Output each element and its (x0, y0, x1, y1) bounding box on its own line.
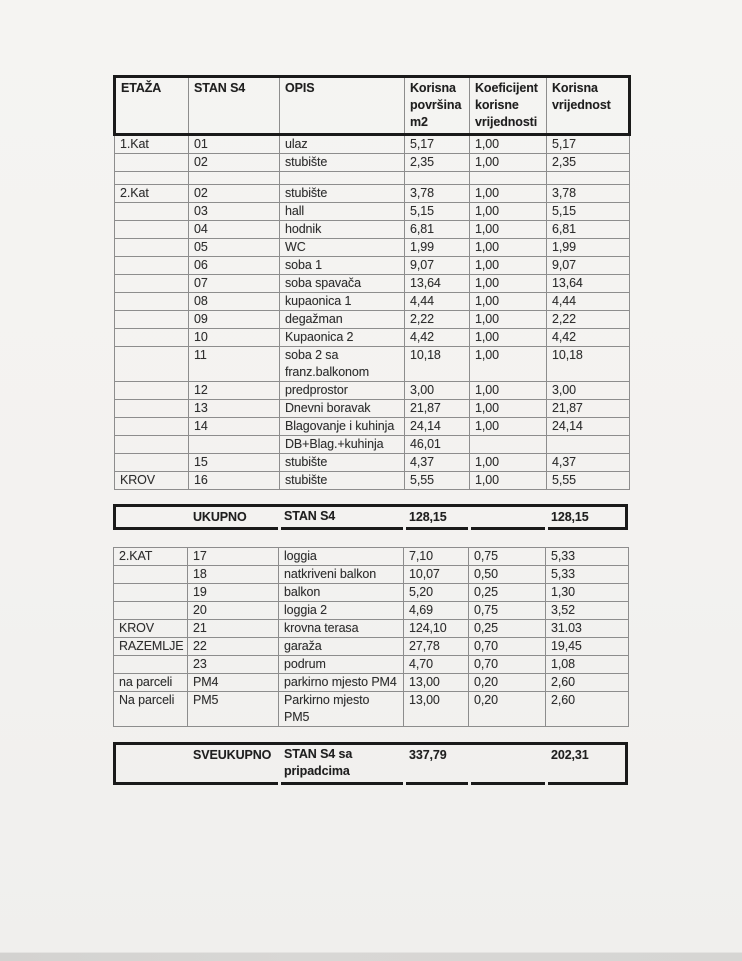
cell-etaza (115, 221, 189, 239)
cell-povrsina: 24,14 (405, 418, 470, 436)
cell-stan: 13 (189, 400, 280, 418)
cell-koeficijent: 1,00 (470, 311, 547, 329)
cell-vrijednost: 24,14 (547, 418, 630, 436)
cell-opis: degažman (280, 311, 405, 329)
border-notch (468, 782, 471, 785)
cell-koeficijent: 1,00 (470, 454, 547, 472)
cell-vrijednost: 5,33 (546, 548, 629, 566)
cell-opis: Kupaonica 2 (280, 329, 405, 347)
table-row (115, 293, 630, 311)
cell-stan: 07 (189, 275, 280, 293)
cell-vrijednost: 4,42 (547, 329, 630, 347)
cell-stan (189, 436, 280, 454)
border-notch (403, 527, 406, 530)
cell-stan: 06 (189, 257, 280, 275)
cell-vrijednost: 5,15 (547, 203, 630, 221)
surface-table-1 (113, 75, 631, 490)
table-row (115, 203, 630, 221)
cell-koeficijent (470, 172, 547, 185)
cell-vrijednost: 5,55 (547, 472, 630, 490)
cell-opis: loggia (279, 548, 404, 566)
table-row (115, 418, 630, 436)
cell-opis: hodnik (280, 221, 405, 239)
cell-povrsina: 2,22 (405, 311, 470, 329)
col-header-stan: STAN S4 (189, 77, 280, 135)
col-header-etaza: ETAŽA (115, 77, 189, 135)
cell-opis: Dnevni boravak (280, 400, 405, 418)
ukupno-label: UKUPNO (193, 510, 247, 524)
cell-povrsina: 2,35 (405, 154, 470, 172)
table-row (115, 221, 630, 239)
sveukupno-povrsina-value: 337,79 (409, 748, 447, 762)
cell-vrijednost: 2,60 (546, 674, 629, 692)
cell-opis: krovna terasa (279, 620, 404, 638)
table-row (114, 602, 629, 620)
cell-stan: 23 (188, 656, 279, 674)
cell-etaza: 2.KAT (114, 548, 188, 566)
border-notch (278, 782, 281, 785)
cell-etaza: na parceli (114, 674, 188, 692)
cell-vrijednost: 3,52 (546, 602, 629, 620)
cell-etaza (115, 239, 189, 257)
cell-koeficijent: 0,50 (469, 566, 546, 584)
cell-opis: DB+Blag.+kuhinja (280, 436, 405, 454)
cell-stan: 22 (188, 638, 279, 656)
cell-opis: hall (280, 203, 405, 221)
cell-etaza (115, 154, 189, 172)
cell-povrsina: 4,69 (404, 602, 469, 620)
table-row (114, 638, 629, 656)
table1-body (115, 135, 630, 490)
border-notch (468, 527, 471, 530)
cell-vrijednost: 10,18 (547, 347, 630, 382)
table-row (114, 692, 629, 727)
cell-etaza (115, 293, 189, 311)
cell-stan: 09 (189, 311, 280, 329)
cell-stan: 11 (189, 347, 280, 382)
cell-povrsina (405, 172, 470, 185)
cell-stan: 14 (189, 418, 280, 436)
cell-vrijednost: 13,64 (547, 275, 630, 293)
table-row (115, 154, 630, 172)
table-row (115, 275, 630, 293)
cell-opis: loggia 2 (279, 602, 404, 620)
cell-etaza (115, 382, 189, 400)
cell-opis: soba 2 sa franz.balkonom (280, 347, 405, 382)
table-row (115, 347, 630, 382)
table-row (115, 329, 630, 347)
cell-vrijednost: 3,78 (547, 185, 630, 203)
cell-koeficijent: 0,20 (469, 692, 546, 727)
cell-vrijednost: 4,44 (547, 293, 630, 311)
spacer-row (115, 172, 630, 185)
cell-vrijednost: 9,07 (547, 257, 630, 275)
table-row (115, 239, 630, 257)
cell-opis: stubište (280, 154, 405, 172)
cell-koeficijent: 1,00 (470, 329, 547, 347)
cell-opis: balkon (279, 584, 404, 602)
cell-koeficijent: 1,00 (470, 347, 547, 382)
cell-vrijednost: 1,08 (546, 656, 629, 674)
cell-povrsina: 4,37 (405, 454, 470, 472)
border-notch (278, 527, 281, 530)
ukupno-povrsina-value: 128,15 (409, 510, 447, 524)
cell-etaza: 2.Kat (115, 185, 189, 203)
cell-povrsina: 46,01 (405, 436, 470, 454)
cell-stan: 03 (189, 203, 280, 221)
table-row (114, 674, 629, 692)
table-row (115, 185, 630, 203)
cell-opis (280, 172, 405, 185)
table-row (114, 584, 629, 602)
cell-etaza (115, 418, 189, 436)
cell-vrijednost: 19,45 (546, 638, 629, 656)
cell-vrijednost: 3,00 (547, 382, 630, 400)
table-row (115, 454, 630, 472)
cell-povrsina: 27,78 (404, 638, 469, 656)
cell-koeficijent: 0,25 (469, 620, 546, 638)
col-header-opis: OPIS (280, 77, 405, 135)
cell-povrsina: 10,18 (405, 347, 470, 382)
cell-povrsina: 4,44 (405, 293, 470, 311)
cell-opis: stubište (280, 472, 405, 490)
cell-koeficijent: 0,70 (469, 656, 546, 674)
cell-stan: 16 (189, 472, 280, 490)
cell-opis: Parkirno mjesto PM5 (279, 692, 404, 727)
cell-stan: PM5 (188, 692, 279, 727)
cell-stan: 18 (188, 566, 279, 584)
cell-koeficijent: 1,00 (470, 154, 547, 172)
cell-vrijednost (547, 436, 630, 454)
cell-koeficijent: 0,70 (469, 638, 546, 656)
cell-etaza (115, 311, 189, 329)
cell-povrsina: 3,00 (405, 382, 470, 400)
cell-vrijednost: 2,22 (547, 311, 630, 329)
cell-koeficijent: 1,00 (470, 135, 547, 154)
ukupno-subject: STAN S4 (284, 509, 336, 523)
cell-povrsina: 10,07 (404, 566, 469, 584)
col-header-korisna-povrsina: Korisna površina m2 (405, 77, 470, 135)
table-row (114, 548, 629, 566)
cell-povrsina: 5,17 (405, 135, 470, 154)
cell-etaza (115, 329, 189, 347)
etazni-elaborat-document (113, 75, 628, 785)
cell-povrsina: 5,15 (405, 203, 470, 221)
table-header (115, 77, 630, 135)
table-row (115, 472, 630, 490)
cell-koeficijent: 1,00 (470, 293, 547, 311)
cell-vrijednost: 6,81 (547, 221, 630, 239)
cell-etaza (114, 656, 188, 674)
cell-opis: kupaonica 1 (280, 293, 405, 311)
cell-opis: soba 1 (280, 257, 405, 275)
cell-stan (189, 172, 280, 185)
cell-stan: 02 (189, 185, 280, 203)
cell-opis: predprostor (280, 382, 405, 400)
cell-vrijednost: 5,17 (547, 135, 630, 154)
cell-stan: 05 (189, 239, 280, 257)
cell-povrsina: 5,55 (405, 472, 470, 490)
sveukupno-label: SVEUKUPNO (193, 748, 272, 762)
cell-etaza (115, 347, 189, 382)
col-header-korisna-vrijednost: Korisna vrijednost (547, 77, 630, 135)
cell-koeficijent: 0,25 (469, 584, 546, 602)
cell-povrsina: 1,99 (405, 239, 470, 257)
cell-povrsina: 9,07 (405, 257, 470, 275)
cell-povrsina: 21,87 (405, 400, 470, 418)
cell-etaza (115, 257, 189, 275)
sveukupno-subject: STAN S4 sa pripadcima (284, 747, 353, 778)
surface-table-2 (113, 547, 629, 727)
cell-vrijednost (547, 172, 630, 185)
cell-etaza (115, 275, 189, 293)
border-notch (545, 782, 548, 785)
cell-opis: podrum (279, 656, 404, 674)
cell-etaza (115, 400, 189, 418)
cell-etaza: 1.Kat (115, 135, 189, 154)
cell-koeficijent: 1,00 (470, 472, 547, 490)
table-row (114, 620, 629, 638)
cell-koeficijent: 1,00 (470, 275, 547, 293)
cell-etaza: Na parceli (114, 692, 188, 727)
cell-povrsina: 13,00 (404, 692, 469, 727)
cell-povrsina: 13,00 (404, 674, 469, 692)
cell-stan: 04 (189, 221, 280, 239)
cell-koeficijent (470, 436, 547, 454)
cell-stan: 10 (189, 329, 280, 347)
cell-vrijednost: 2,35 (547, 154, 630, 172)
cell-opis: Blagovanje i kuhinja (280, 418, 405, 436)
cell-koeficijent: 1,00 (470, 221, 547, 239)
sveukupno-vrijednost-value: 202,31 (551, 748, 589, 762)
cell-etaza (115, 436, 189, 454)
cell-povrsina: 5,20 (404, 584, 469, 602)
cell-povrsina: 3,78 (405, 185, 470, 203)
cell-stan: 02 (189, 154, 280, 172)
cell-vrijednost: 2,60 (546, 692, 629, 727)
cell-etaza (115, 454, 189, 472)
cell-stan: 17 (188, 548, 279, 566)
cell-etaza: KROV (114, 620, 188, 638)
cell-etaza (114, 566, 188, 584)
cell-koeficijent: 1,00 (470, 239, 547, 257)
border-notch (403, 782, 406, 785)
cell-vrijednost: 4,37 (547, 454, 630, 472)
cell-koeficijent: 0,75 (469, 602, 546, 620)
cell-stan: 12 (189, 382, 280, 400)
table-row (114, 566, 629, 584)
header-row (115, 77, 630, 135)
cell-stan: 19 (188, 584, 279, 602)
col-header-koeficijent: Koeficijent korisne vrijednosti (470, 77, 547, 135)
table-row (115, 135, 630, 154)
cell-opis: WC (280, 239, 405, 257)
sveukupno-total-row (113, 742, 628, 785)
cell-stan: 21 (188, 620, 279, 638)
cell-opis: garaža (279, 638, 404, 656)
cell-stan: 15 (189, 454, 280, 472)
cell-povrsina: 4,42 (405, 329, 470, 347)
table-row (114, 656, 629, 674)
cell-koeficijent: 1,00 (470, 203, 547, 221)
ukupno-vrijednost-value: 128,15 (551, 510, 589, 524)
ukupno-total-row (113, 504, 628, 530)
cell-etaza: RAZEMLJE (114, 638, 188, 656)
table-row (115, 257, 630, 275)
cell-koeficijent: 1,00 (470, 185, 547, 203)
cell-vrijednost: 21,87 (547, 400, 630, 418)
cell-povrsina: 13,64 (405, 275, 470, 293)
cell-koeficijent: 1,00 (470, 382, 547, 400)
cell-povrsina: 7,10 (404, 548, 469, 566)
cell-stan: 08 (189, 293, 280, 311)
cell-stan: PM4 (188, 674, 279, 692)
cell-povrsina: 4,70 (404, 656, 469, 674)
cell-etaza (114, 584, 188, 602)
cell-stan: 01 (189, 135, 280, 154)
cell-stan: 20 (188, 602, 279, 620)
cell-opis: stubište (280, 185, 405, 203)
cell-vrijednost: 5,33 (546, 566, 629, 584)
cell-opis: parkirno mjesto PM4 (279, 674, 404, 692)
table-row (115, 436, 630, 454)
cell-koeficijent: 0,20 (469, 674, 546, 692)
cell-opis: natkriveni balkon (279, 566, 404, 584)
cell-povrsina: 6,81 (405, 221, 470, 239)
cell-vrijednost: 1,30 (546, 584, 629, 602)
cell-vrijednost: 1,99 (547, 239, 630, 257)
cell-etaza (114, 602, 188, 620)
cell-etaza (115, 172, 189, 185)
cell-koeficijent: 1,00 (470, 400, 547, 418)
table-row (115, 400, 630, 418)
cell-etaza: KROV (115, 472, 189, 490)
cell-povrsina: 124,10 (404, 620, 469, 638)
cell-etaza (115, 203, 189, 221)
table-row (115, 311, 630, 329)
cell-vrijednost: 31.03 (546, 620, 629, 638)
border-notch (545, 527, 548, 530)
cell-koeficijent: 1,00 (470, 257, 547, 275)
cell-koeficijent: 0,75 (469, 548, 546, 566)
cell-opis: ulaz (280, 135, 405, 154)
table-row (115, 382, 630, 400)
table2-body (114, 548, 629, 727)
cell-opis: stubište (280, 454, 405, 472)
cell-koeficijent: 1,00 (470, 418, 547, 436)
cell-opis: soba spavača (280, 275, 405, 293)
